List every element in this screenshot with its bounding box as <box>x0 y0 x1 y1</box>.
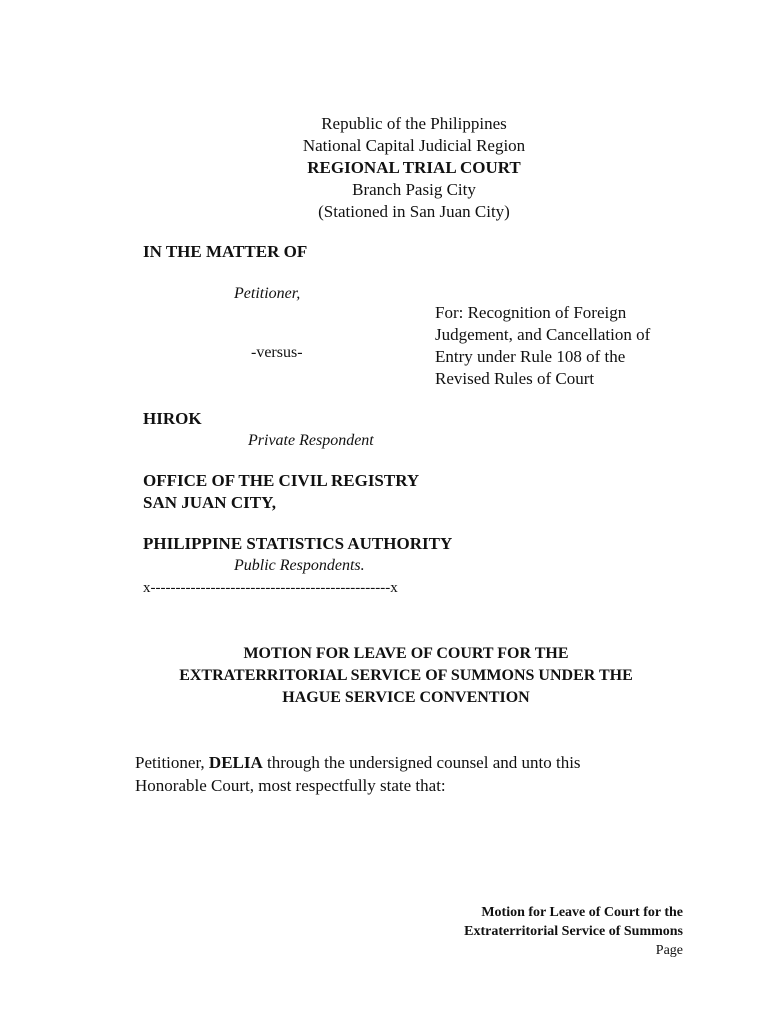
body-line-2: Honorable Court, most respectfully state that: <box>135 776 446 795</box>
petitioner-name: DELIA <box>208 753 263 772</box>
motion-title-line: EXTRATERRITORIAL SERVICE OF SUMMONS UNDER THE <box>179 667 633 684</box>
body-intro-suffix: through the undersigned counsel and unto this <box>262 753 581 772</box>
case-nature-line: Revised Rules of Court <box>435 369 595 388</box>
court-header-branch: Branch Pasig City <box>352 180 476 199</box>
court-header-region: National Capital Judicial Region <box>302 136 526 155</box>
respondent-name: HIROK <box>143 409 202 428</box>
footer-page-label: Page <box>655 943 683 958</box>
in-the-matter-of: IN THE MATTER OF <box>143 242 308 261</box>
civil-registry-city: SAN JUAN CITY, <box>143 493 277 512</box>
versus-label: -versus- <box>251 344 303 361</box>
civil-registry-name: OFFICE OF THE CIVIL REGISTRY <box>143 471 420 490</box>
body-line-1 <box>135 751 695 774</box>
court-header-station: (Stationed in San Juan City) <box>318 202 510 221</box>
caption-separator: x------------------------------------------------x <box>143 580 398 596</box>
body-paragraph <box>135 751 695 797</box>
motion-title-line: MOTION FOR LEAVE OF COURT FOR THE <box>243 645 569 662</box>
case-nature-block <box>435 302 705 390</box>
case-nature-line: Judgement, and Cancellation of <box>435 325 651 344</box>
court-header-republic: Republic of the Philippines <box>321 114 507 133</box>
case-nature-line: For: Recognition of Foreign <box>435 303 627 322</box>
private-respondent-label: Private Respondent <box>248 432 374 449</box>
body-intro-prefix: Petitioner, <box>135 753 209 772</box>
public-respondents-label: Public Respondents. <box>234 557 365 574</box>
petitioner-label: Petitioner, <box>234 285 301 302</box>
footer-title-line: Extraterritorial Service of Summons <box>464 924 683 939</box>
case-nature-line: Entry under Rule 108 of the <box>435 347 626 366</box>
court-header-court: REGIONAL TRIAL COURT <box>307 158 521 177</box>
footer-title-line: Motion for Leave of Court for the <box>481 905 683 920</box>
statistics-authority-name: PHILIPPINE STATISTICS AUTHORITY <box>143 534 453 553</box>
motion-title-line: HAGUE SERVICE CONVENTION <box>282 689 530 706</box>
